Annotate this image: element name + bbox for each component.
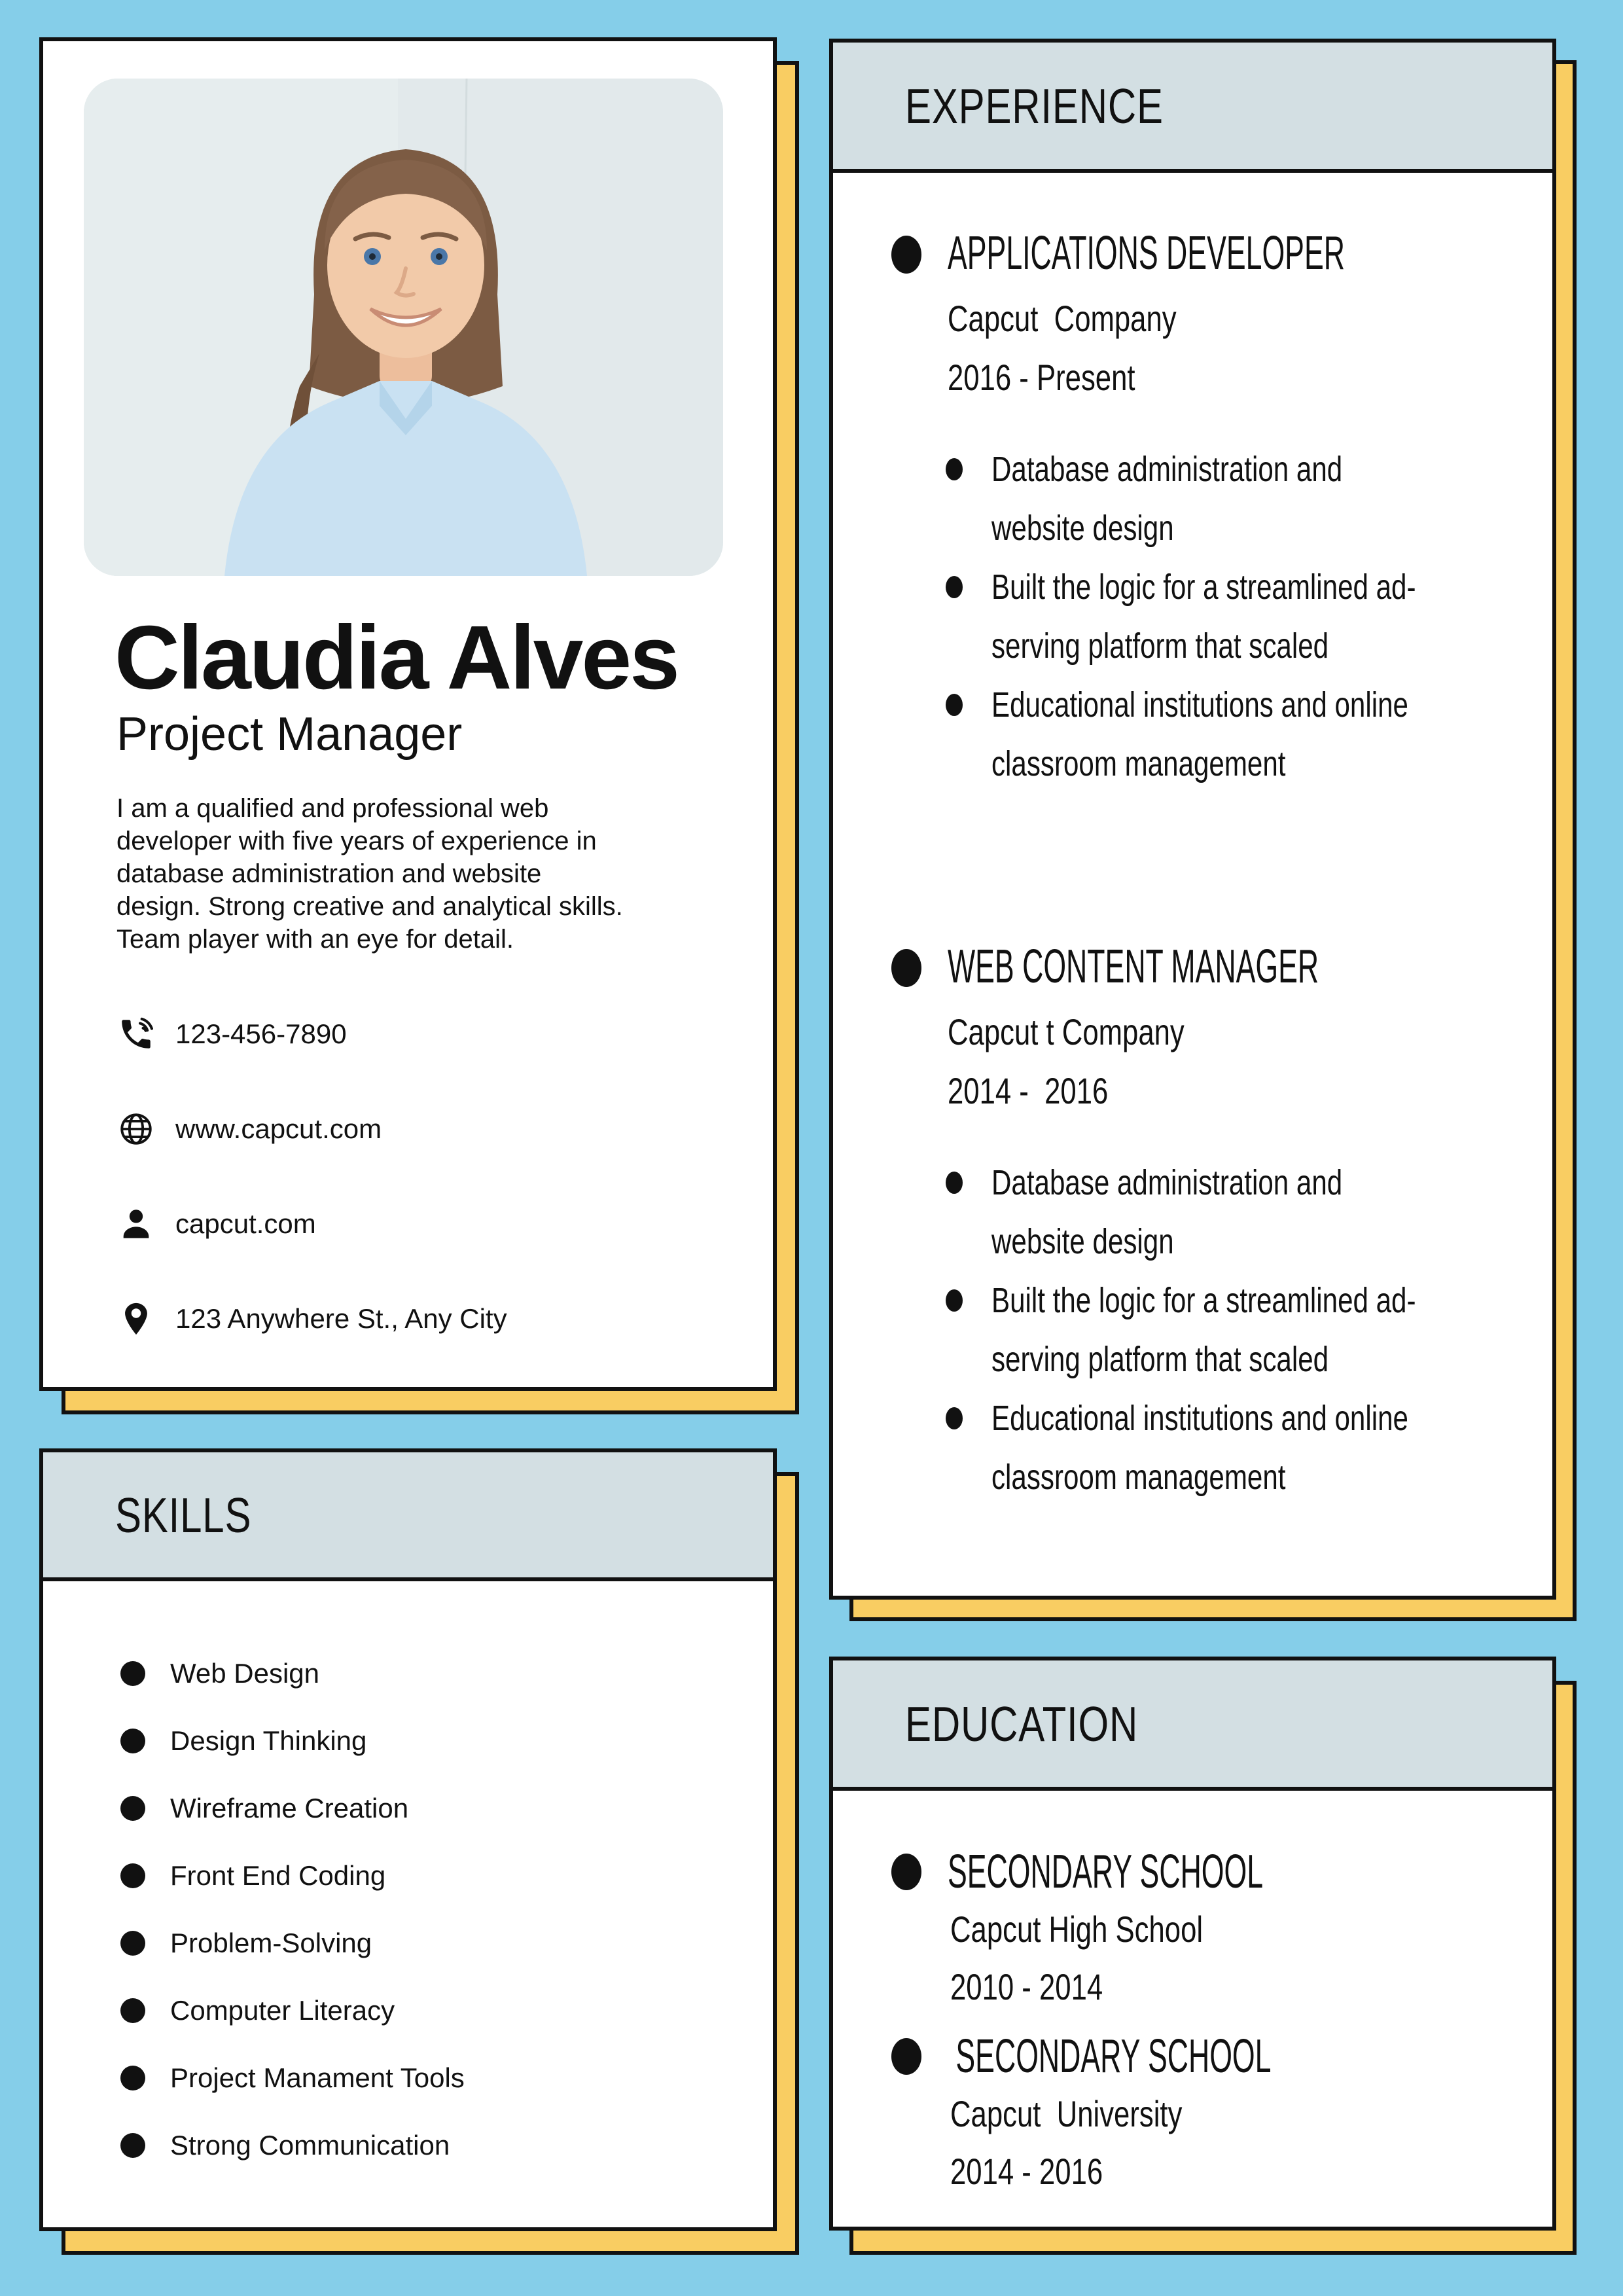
job-entry bbox=[891, 941, 1526, 1507]
profile-url: capcut.com bbox=[175, 1208, 316, 1239]
school-dates: 2010 - 2014 bbox=[950, 1966, 1103, 2007]
experience-heading: EXPERIENCE bbox=[905, 78, 1164, 134]
education-header bbox=[833, 1660, 1552, 1791]
bullet-dot-icon bbox=[946, 576, 963, 598]
bullet-dot-icon bbox=[120, 1796, 145, 1821]
summary-line: developer with five years of experience in bbox=[116, 827, 597, 855]
skill-item: Strong Communication bbox=[120, 2111, 753, 2179]
job-dates: 2014 - 2016 bbox=[948, 1070, 1109, 1111]
profile-summary bbox=[116, 792, 747, 956]
skills-header bbox=[43, 1452, 773, 1581]
website-url: www.capcut.com bbox=[175, 1113, 382, 1144]
contact-row-profile bbox=[116, 1176, 773, 1271]
skills-heading: SKILLS bbox=[115, 1487, 252, 1543]
job-bullet: Built the logic for a streamlined ad- serving platform that scaled bbox=[946, 558, 1526, 675]
contact-row-website bbox=[116, 1081, 773, 1176]
job-dates: 2016 - Present bbox=[948, 357, 1135, 398]
skill-item: Front End Coding bbox=[120, 1842, 753, 1909]
job-company: Capcut Company bbox=[948, 298, 1177, 339]
school-entry bbox=[891, 2028, 1526, 2200]
phone-number: 123-456-7890 bbox=[175, 1018, 347, 1049]
skills-card bbox=[39, 1448, 777, 2231]
bullet-dot-icon bbox=[120, 1931, 145, 1956]
school-entry bbox=[891, 1843, 1526, 2016]
bullet-dot-icon bbox=[891, 1854, 921, 1890]
person-icon bbox=[116, 1204, 156, 1244]
bullet-dot-icon bbox=[891, 2038, 921, 2075]
experience-content bbox=[833, 173, 1552, 1507]
bullet-dot-icon bbox=[946, 458, 963, 480]
job-bullet: Built the logic for a streamlined ad- serving platform that scaled bbox=[946, 1271, 1526, 1389]
school-title: SECONDARY SCHOOL bbox=[948, 1846, 1264, 1898]
job-head bbox=[891, 227, 1526, 279]
bullet-dot-icon bbox=[120, 1998, 145, 2023]
skill-item: Problem-Solving bbox=[120, 1909, 753, 1977]
bullet-dot-icon bbox=[120, 2133, 145, 2158]
person-title: Project Manager bbox=[116, 708, 463, 761]
contact-row-phone bbox=[116, 986, 773, 1081]
bullet-dot-icon bbox=[891, 236, 921, 274]
contact-list bbox=[116, 986, 773, 1366]
experience-card bbox=[829, 39, 1556, 1600]
job-title: WEB CONTENT MANAGER bbox=[948, 941, 1319, 993]
bullet-dot-icon bbox=[120, 1729, 145, 1753]
globe-icon bbox=[116, 1109, 156, 1149]
phone-icon bbox=[116, 1014, 156, 1054]
profile-photo-illustration bbox=[84, 79, 723, 576]
school-title: SECONDARY SCHOOL bbox=[948, 2030, 1272, 2083]
summary-line: database administration and website bbox=[116, 859, 542, 888]
summary-line: I am a qualified and professional web bbox=[116, 794, 549, 823]
bullet-dot-icon bbox=[946, 1289, 963, 1312]
skill-item: Project Manament Tools bbox=[120, 2044, 753, 2111]
bullet-dot-icon bbox=[946, 694, 963, 716]
skill-item: Wireframe Creation bbox=[120, 1774, 753, 1842]
bullet-dot-icon bbox=[120, 1661, 145, 1686]
job-bullet: Database administration and website design bbox=[946, 1153, 1526, 1271]
person-name: Claudia Alves bbox=[115, 607, 678, 708]
skill-item: Web Design bbox=[120, 1640, 753, 1707]
job-bullet-list bbox=[946, 440, 1526, 793]
summary-line: design. Strong creative and analytical skills. bbox=[116, 892, 623, 921]
school-dates: 2014 - 2016 bbox=[950, 2151, 1103, 2192]
bullet-dot-icon bbox=[946, 1172, 963, 1194]
location-icon bbox=[116, 1299, 156, 1338]
education-content bbox=[833, 1791, 1552, 2200]
job-company: Capcut t Company bbox=[948, 1011, 1185, 1052]
education-heading: EDUCATION bbox=[905, 1696, 1139, 1751]
profile-card bbox=[39, 37, 777, 1391]
bullet-dot-icon bbox=[946, 1407, 963, 1429]
job-title: APPLICATIONS DEVELOPER bbox=[948, 227, 1345, 279]
job-bullet: Database administration and website design bbox=[946, 440, 1526, 558]
job-bullet: Educational institutions and online classroom management bbox=[946, 675, 1526, 793]
school-name: Capcut University bbox=[950, 2093, 1183, 2134]
experience-header bbox=[833, 43, 1552, 173]
school-name: Capcut High School bbox=[950, 1909, 1204, 1950]
skills-list bbox=[43, 1581, 773, 2179]
bullet-dot-icon bbox=[120, 1863, 145, 1888]
address-text: 123 Anywhere St., Any City bbox=[175, 1302, 507, 1334]
skill-item: Computer Literacy bbox=[120, 1977, 753, 2044]
profile-photo bbox=[84, 79, 723, 576]
bullet-dot-icon bbox=[891, 949, 921, 987]
contact-row-address bbox=[116, 1271, 773, 1366]
summary-line: Team player with an eye for detail. bbox=[116, 925, 514, 954]
job-head bbox=[891, 941, 1526, 993]
education-card bbox=[829, 1657, 1556, 2231]
job-bullet-list bbox=[946, 1153, 1526, 1507]
job-bullet: Educational institutions and online classroom management bbox=[946, 1389, 1526, 1507]
job-entry bbox=[891, 227, 1526, 793]
bullet-dot-icon bbox=[120, 2066, 145, 2090]
skill-item: Design Thinking bbox=[120, 1707, 753, 1774]
